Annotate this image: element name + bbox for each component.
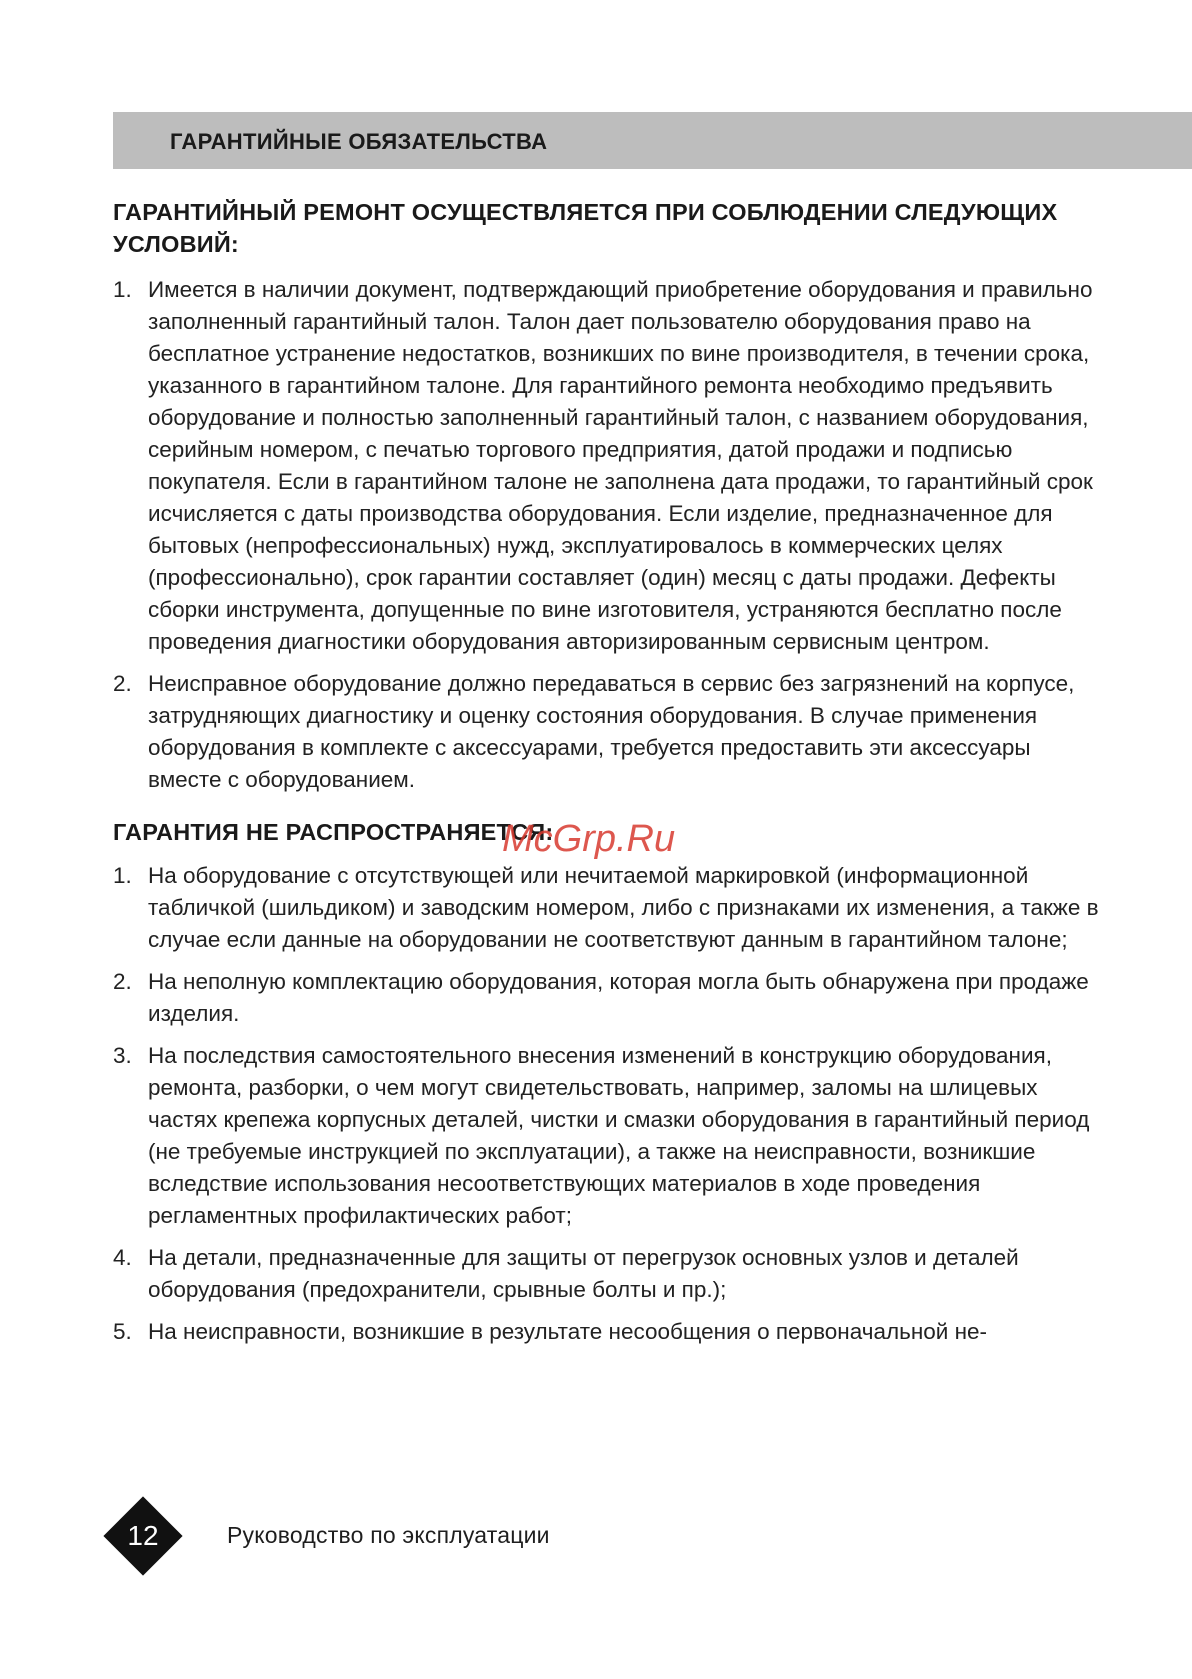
list-item [113,668,1103,796]
list-item-number: 2. [113,671,132,696]
warranty-conditions-list [113,274,1103,796]
footer-title: Руководство по эксплуатации [227,1522,550,1548]
warranty-exclusions-list [113,860,1103,1348]
page-content [113,196,1103,1358]
list-item [113,1316,1103,1348]
list-item-text: Имеется в наличии документ, подтверждающий приобретение оборудования и правильно заполненный гарантийный талон. Талон дает пользователю оборудования право на бесплатное устранение недостатков, возникших по вине производителя, в течении срока, указанного в гарантийном талоне. Для гарантийного ремонта необходимо предъявить оборудование и полностью заполненный гарантийный талон, с названием оборудования, серийным номером, с печатью торгового предприятия, датой продажи и подписью покупателя. Если в гарантийном талоне не заполнена дата продажи, то гарантийный срок исчисляется с даты производства оборудования. Если изделие, предназначенное для бытовых (непрофессиональных) нужд, эксплуатировалось в коммерческих целях (профессионально), срок гарантии составляет (один) месяц с даты продажи. Дефекты сборки инструмента, допущенные по вине изготовителя, устраняются бесплатно после проведения диагностики оборудования авторизированным сервисным центром. [148,277,1093,654]
list-item-text: На последствия самостоятельного внесения изменений в конструкцию оборудования, ремонта, разборки, о чем могут свидетельствовать, например, заломы на шлицевых частях крепежа корпусных деталей, чистки и смазки оборудования в гарантийный период (не требуемые инструкцией по эксплуатации), а также на неисправности, возникшие вследствие использования несоответствующих материалов в ходе проведения регламентных профилактических работ; [148,1043,1090,1228]
list-item [113,860,1103,956]
watermark: McGrp.Ru [502,818,676,860]
list-item-text: На оборудование с отсутствующей или нечитаемой маркировкой (информационной табличкой (шильдиком) и заводским номером, либо с признаками их изменения, а также в случае если данные на оборудовании не соответствуют данным в гарантийном талоне; [148,863,1099,952]
list-item-text: На неисправности, возникшие в результате несообщения о первоначальной не- [148,1319,988,1344]
list-item [113,274,1103,658]
list-item-number: 5. [113,1319,132,1344]
section-header-band [113,112,1192,169]
list-item-number: 3. [113,1043,132,1068]
warranty-conditions-heading: ГАРАНТИЙНЫЙ РЕМОНТ ОСУЩЕСТВЛЯЕТСЯ ПРИ СОБЛЮДЕНИИ СЛЕДУЮЩИХ УСЛОВИЙ: [113,199,1058,257]
list-item-text: На детали, предназначенные для защиты от перегрузок основных узлов и деталей оборудования (предохранители, срывные болты и пр.); [148,1245,1019,1302]
page-number-badge [103,1496,183,1576]
section-title: ГАРАНТИЙНЫЕ ОБЯЗАТЕЛЬСТВА [170,129,548,154]
list-item-number: 1. [113,277,132,302]
list-item-text: Неисправное оборудование должно передаваться в сервис без загрязнений на корпусе, затрудняющих диагностику и оценку состояния оборудования. В случае применения оборудования в комплекте с аксессуарами, требуется предоставить эти аксессуары вместе с оборудованием. [148,671,1075,792]
warranty-exclusions-heading: ГАРАНТИЯ НЕ РАСПРОСТРАНЯЕТСЯ: [113,819,554,845]
list-item [113,966,1103,1030]
list-item-number: 2. [113,969,132,994]
list-item [113,1242,1103,1306]
page-number: 12 [127,1520,159,1551]
list-item-text: На неполную комплектацию оборудования, которая могла быть обнаружена при продаже изделия. [148,969,1089,1026]
list-item-number: 1. [113,863,132,888]
list-item [113,1040,1103,1232]
list-item-number: 4. [113,1245,132,1270]
